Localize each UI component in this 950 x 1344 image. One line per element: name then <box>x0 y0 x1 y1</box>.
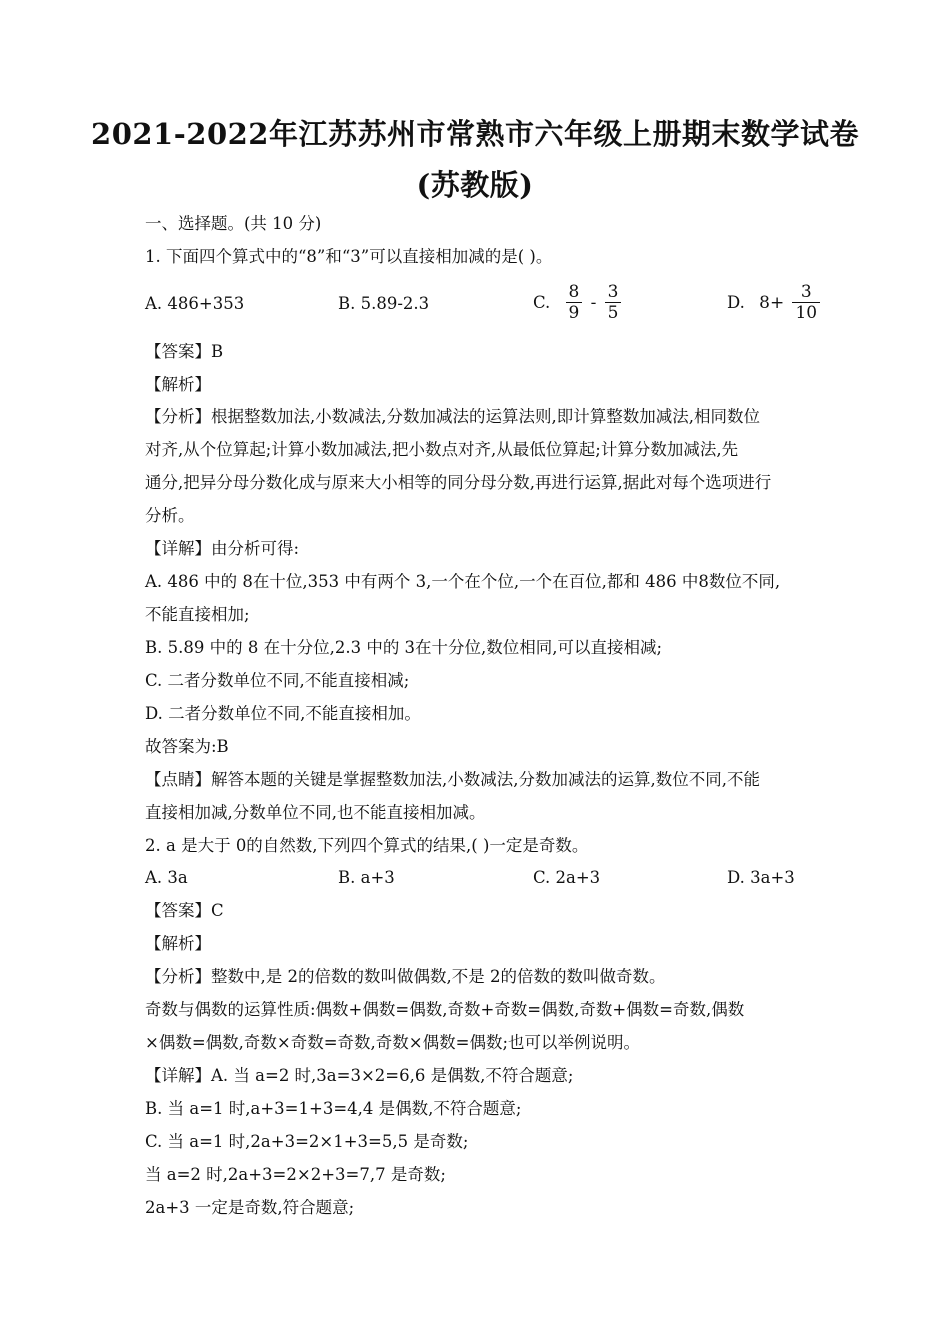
q1-detail-line: C. 二者分数单位不同,不能直接相减; <box>145 671 410 690</box>
whole-number: 8+ <box>759 292 785 313</box>
operator: - <box>590 292 597 313</box>
q1-option-c-label: C. <box>533 292 551 312</box>
numerator: 8 <box>566 282 583 303</box>
document-subtitle: (苏教版) <box>416 168 534 202</box>
q2-option-a: A. 3a <box>145 868 188 887</box>
q2-detail-line: 当 a=2 时,2a+3=2×2+3=7,7 是奇数; <box>145 1165 446 1184</box>
q2-detail-line: C. 当 a=1 时,2a+3=2×1+3=5,5 是奇数; <box>145 1132 469 1151</box>
numerator: 3 <box>792 282 820 303</box>
q1-final-answer: 故答案为:B <box>145 737 229 756</box>
q2-analysis-text: 【分析】整数中,是 2的倍数的数叫做偶数,不是 2的倍数的数叫做奇数。 <box>145 967 666 986</box>
q2-detail-line: 【详解】A. 当 a=2 时,3a=3×2=6,6 是偶数,不符合题意; <box>145 1066 574 1085</box>
q1-answer: 【答案】B <box>145 342 224 361</box>
q1-detail-line: 不能直接相加; <box>145 605 250 624</box>
q2-option-b: B. a+3 <box>338 868 395 887</box>
denominator: 10 <box>795 303 818 323</box>
q1-option-d <box>727 282 822 323</box>
q2-detail-line: 2a+3 一定是奇数,符合题意; <box>145 1198 355 1217</box>
question-1-stem: 1. 下面四个算式中的“8”和“3”可以直接相加减的是( )。 <box>145 247 553 266</box>
q1-detail-heading: 【详解】由分析可得: <box>145 539 300 558</box>
q1-analysis-heading: 【解析】 <box>145 375 211 394</box>
denominator: 5 <box>607 303 619 323</box>
q1-comment: 【点睛】解答本题的关键是掌握整数加法,小数减法,分数加减法的运算,数位不同,不能 <box>145 770 760 789</box>
fraction <box>792 282 820 323</box>
q1-analysis-text: 【分析】根据整数加法,小数减法,分数加减法的运算法则,即计算整数加减法,相同数位 <box>145 407 760 426</box>
question-2-stem: 2. a 是大于 0的自然数,下列四个算式的结果,( )一定是奇数。 <box>145 836 589 855</box>
q1-analysis-text: 对齐,从个位算起;计算小数加减法,把小数点对齐,从最低位算起;计算分数加减法,先 <box>145 440 739 459</box>
document-title: 2021-2022年江苏苏州市常熟市六年级上册期末数学试卷 <box>91 117 859 151</box>
q2-option-c: C. 2a+3 <box>533 868 601 887</box>
q1-option-c <box>533 282 623 323</box>
fraction <box>605 282 622 323</box>
q2-analysis-heading: 【解析】 <box>145 934 211 953</box>
q2-option-d: D. 3a+3 <box>727 868 795 887</box>
q2-rule-text: 奇数与偶数的运算性质:偶数+偶数=偶数,奇数+奇数=偶数,奇数+偶数=奇数,偶数 <box>145 1000 745 1019</box>
q1-option-b: B. 5.89-2.3 <box>338 294 430 313</box>
q1-option-d-label: D. <box>727 292 745 312</box>
q1-comment: 直接相加减,分数单位不同,也不能直接相加减。 <box>145 803 486 822</box>
q2-rule-text: ×偶数=偶数,奇数×奇数=奇数,奇数×偶数=偶数;也可以举例说明。 <box>145 1033 640 1052</box>
q1-analysis-text: 分析。 <box>145 506 195 525</box>
q1-analysis-text: 通分,把异分母分数化成与原来大小相等的同分母分数,再进行运算,据此对每个选项进行 <box>145 473 772 492</box>
q1-detail-line: B. 5.89 中的 8 在十分位,2.3 中的 3在十分位,数位相同,可以直接相减; <box>145 638 663 657</box>
q1-detail-line: A. 486 中的 8在十位,353 中有两个 3,一个在个位,一个在百位,都和 486 中8数位不同, <box>145 572 781 591</box>
q2-detail-line: B. 当 a=1 时,a+3=1+3=4,4 是偶数,不符合题意; <box>145 1099 522 1118</box>
q2-answer: 【答案】C <box>145 901 224 920</box>
numerator: 3 <box>605 282 622 303</box>
q1-detail-line: D. 二者分数单位不同,不能直接相加。 <box>145 704 421 723</box>
denominator: 9 <box>568 303 580 323</box>
q1-option-a: A. 486+353 <box>145 294 245 313</box>
fraction <box>566 282 583 323</box>
section-heading: 一、选择题。(共 10 分) <box>145 214 322 233</box>
